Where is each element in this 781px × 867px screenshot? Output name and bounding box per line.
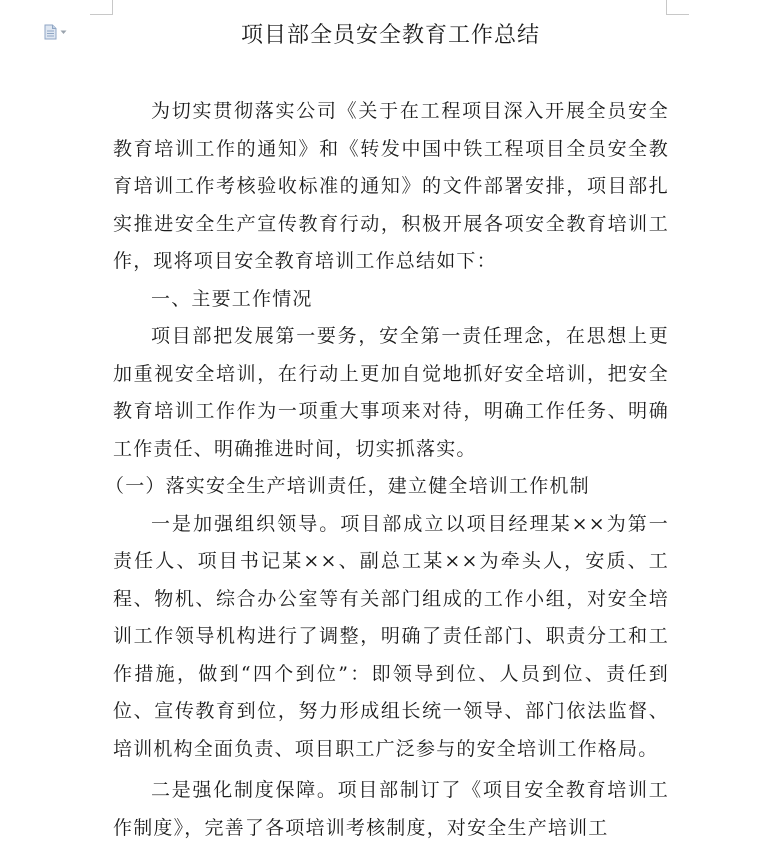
page-corner-mark-left bbox=[90, 0, 113, 15]
subsection-heading: （一）落实安全生产培训责任，建立健全培训工作机制 bbox=[105, 475, 590, 497]
page-corner-mark-right bbox=[666, 0, 689, 15]
document-title: 项目部全员安全教育工作总结 bbox=[240, 23, 540, 48]
intro-paragraph: 为切实贯彻落实公司《关于在工程项目深入开展全员安全教育培训工作的通知》和《转发中国中铁工程项目全员安全教育培训工作考核验收标准的通知》的文件部署安排，项目部扎实推进安全生产宣传教育行动，积极开展各项安全教育培训工作，现将项目安全教育培训工作总结如下： bbox=[113, 100, 669, 272]
body-paragraph: 二是强化制度保障。项目部制订了《项目安全教育培训工作制度》，完善了各项培训考核制度，对安全生产培训工 bbox=[113, 779, 669, 839]
document-body bbox=[105, 93, 669, 847]
body-paragraph: 项目部把发展第一要务，安全第一责任理念，在思想上更加重视安全培训，在行动上更加自觉地抓好安全培训，把安全教育培训工作作为一项重大事项来对待，明确工作任务、明确工作责任、明确推进时间，切实抓落实。 bbox=[113, 325, 669, 460]
section-heading: 一、主要工作情况 bbox=[151, 287, 313, 310]
body-paragraph: 一是加强组织领导。项目部成立以项目经理某××为第一责任人、项目书记某××、副总工某××为牵头人，安质、工程、物机、综合办公室等有关部门组成的工作小组，对安全培训工作领导机构进行了调整，明确了责任部门、职责分工和工作措施，做到“四个到位”：即领导到位、人员到位、责任到位、宣传教育到位，努力形成组长统一领导、部门依法监督、培训机构全面负责、项目职工广泛参与的安全培训工作格局。 bbox=[113, 512, 669, 760]
